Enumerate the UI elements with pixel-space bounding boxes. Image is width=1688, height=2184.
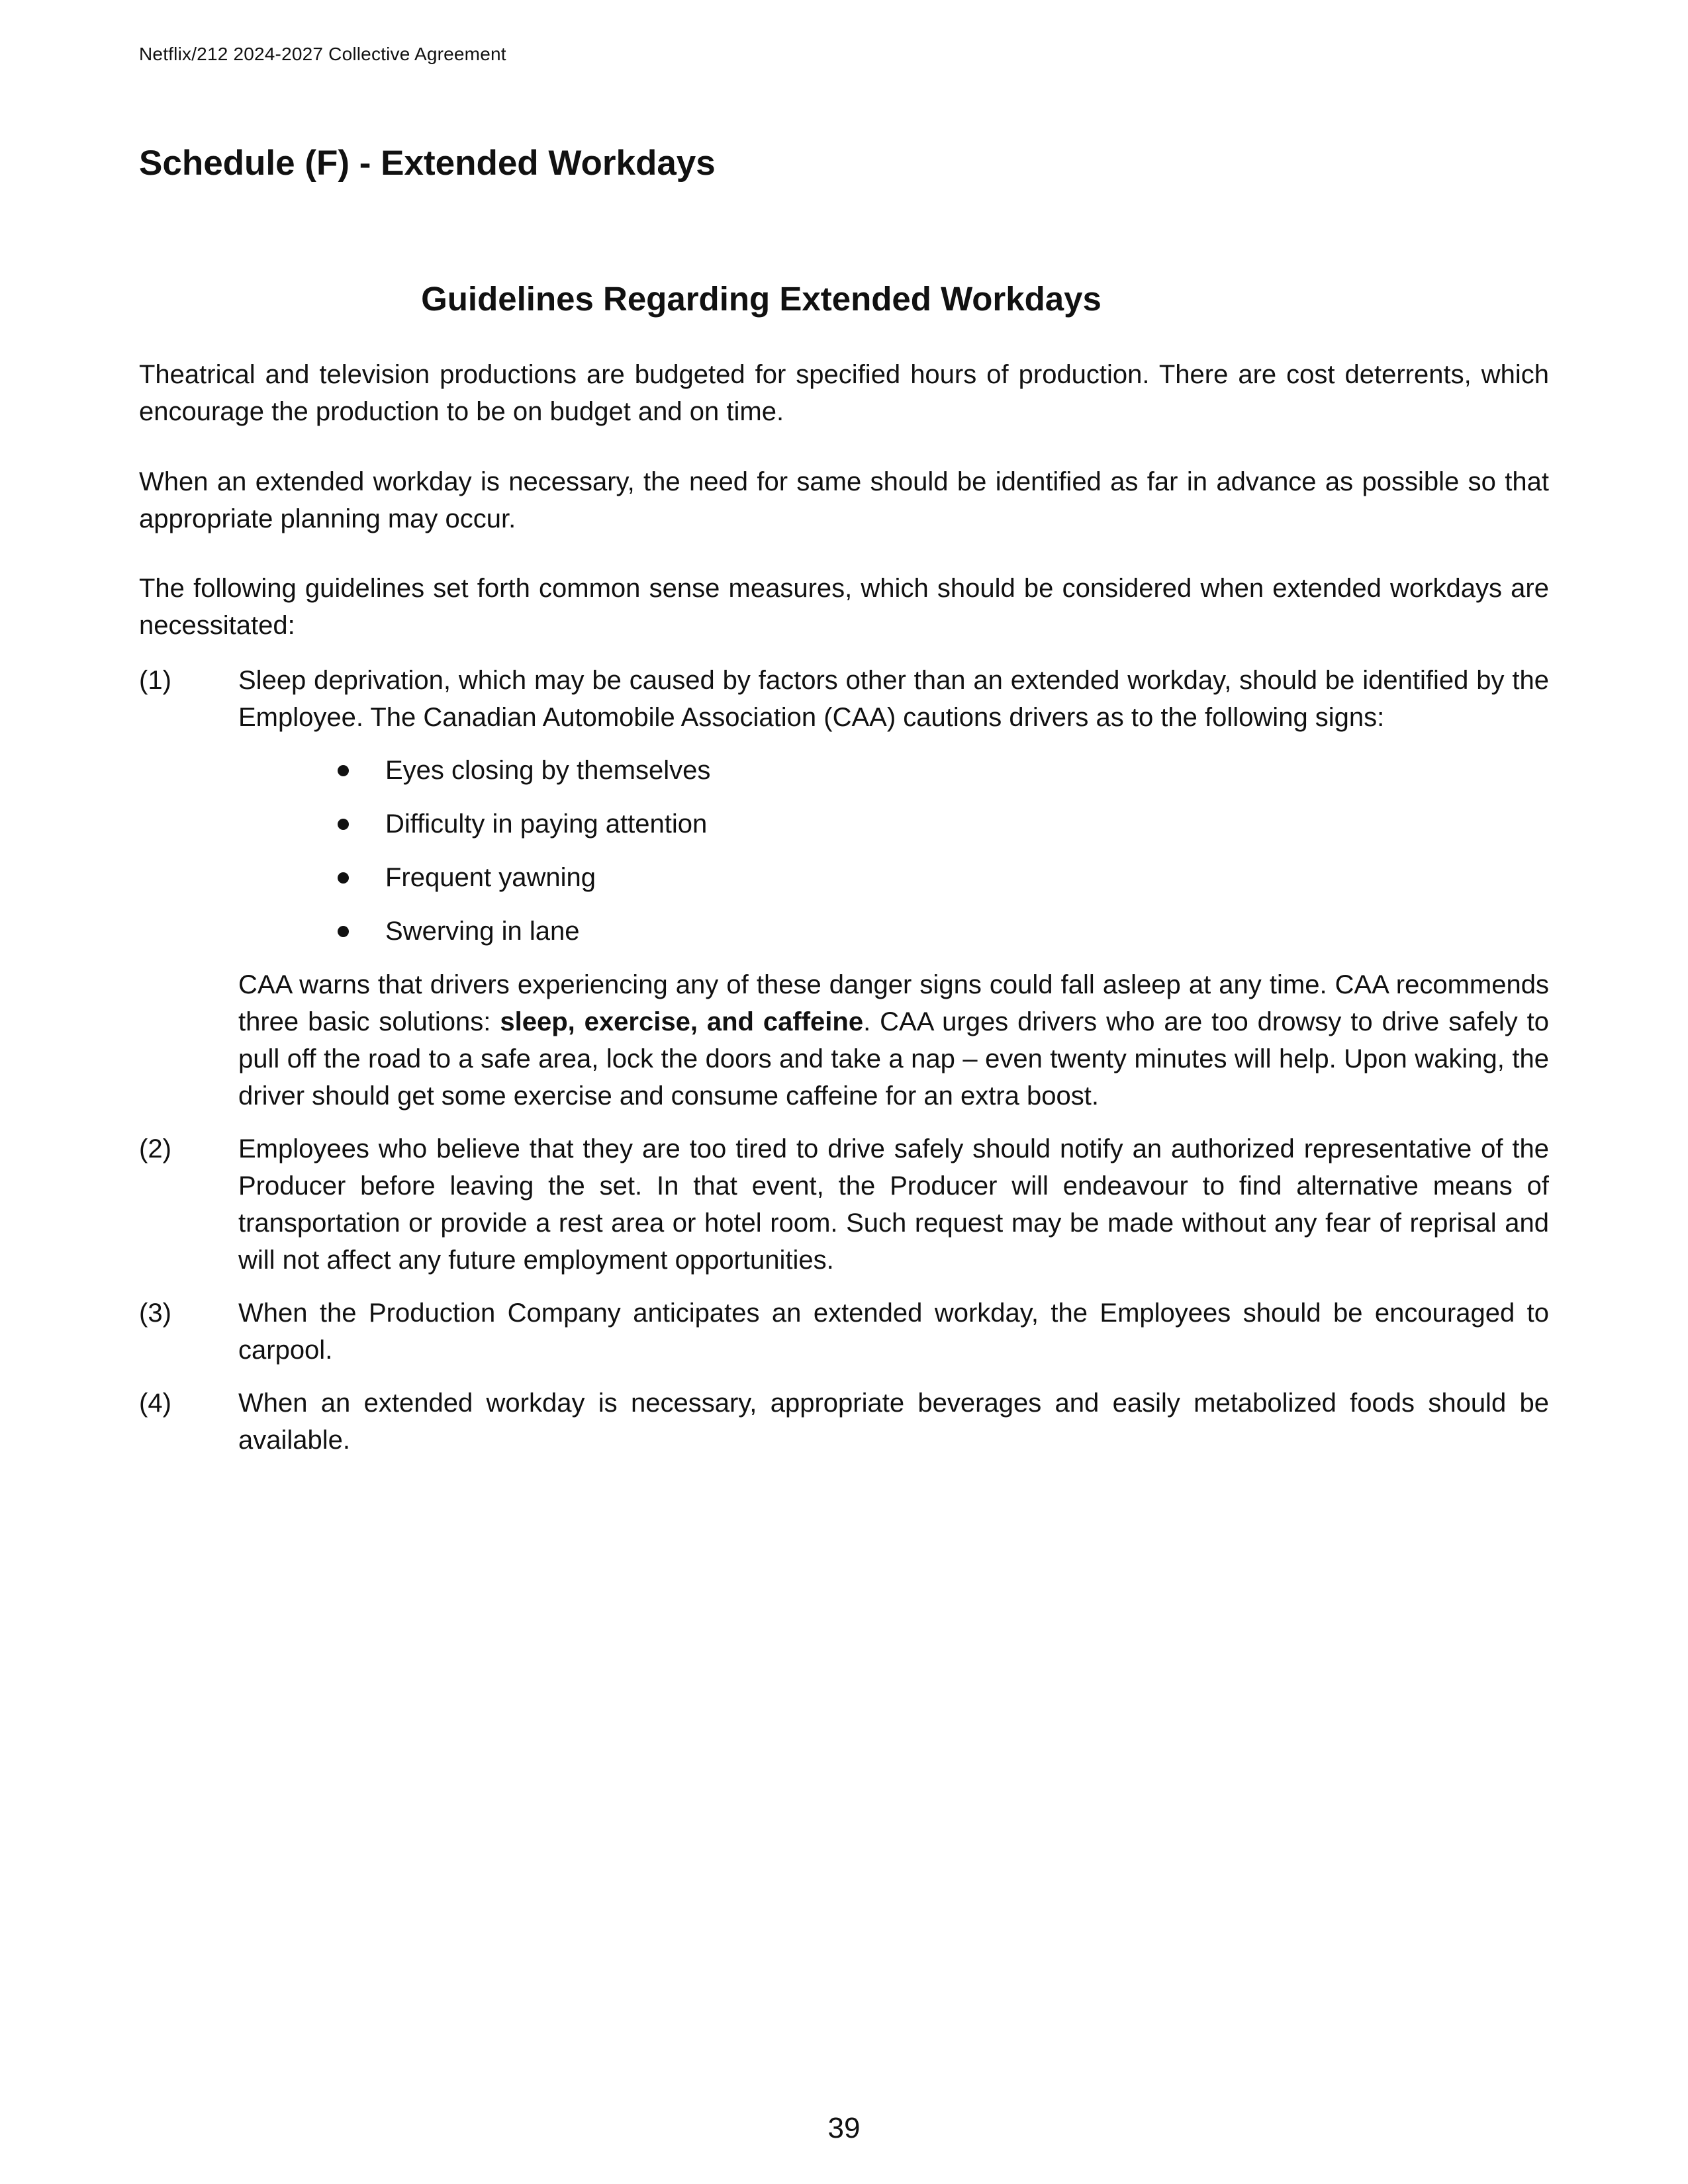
intro-paragraph-2: When an extended workday is necessary, the need for same should be identified as far in advance as possible so that appropriate planning may occur.: [139, 467, 1549, 533]
guideline-number: (1): [139, 666, 171, 695]
guideline-number: (2): [139, 1134, 171, 1163]
intro-paragraph-3: The following guidelines set forth common sense measures, which should be considered when extended workdays are necessitated:: [139, 574, 1549, 640]
list-item: [338, 805, 1549, 842]
list-item: [338, 913, 1549, 950]
guideline-text: Employees who believe that they are too tired to drive safely should notify an authorized representative of the Producer before leaving the set. In that event, the Producer will endeavour to find alternative means of transportation or provide a rest area or hotel room. Such request may be made without any fear of reprisal and will not affect any future employment opportunities.: [238, 1134, 1549, 1275]
warning-signs-list: [238, 752, 1549, 950]
section-heading: Guidelines Regarding Extended Workdays: [421, 280, 1102, 318]
list-item: [338, 859, 1549, 896]
bullet-text: Difficulty in paying attention: [385, 809, 708, 839]
followup-bold-text: sleep, exercise, and caffeine: [500, 1007, 864, 1036]
guideline-text: When an extended workday is necessary, appropriate beverages and easily metabolized foods should be available.: [238, 1388, 1549, 1455]
guideline-item-4: [139, 1385, 1549, 1459]
guideline-text: Sleep deprivation, which may be caused by factors other than an extended workday, should be identified by the Employee. The Canadian Automobile Association (CAA) cautions drivers as to the following signs:: [238, 666, 1549, 732]
schedule-title: Schedule (F) - Extended Workdays: [139, 144, 716, 183]
intro-paragraph-1: Theatrical and television productions are budgeted for specified hours of production. There are cost deterrents, which encourage the production to be on budget and on time.: [139, 360, 1549, 426]
page-number: 39: [827, 2112, 861, 2144]
bullet-icon: [338, 872, 349, 884]
running-header: Netflix/212 2024-2027 Collective Agreement: [139, 44, 506, 64]
guideline-item-2: [139, 1130, 1549, 1279]
bullet-text: Frequent yawning: [385, 863, 596, 892]
bullet-text: Eyes closing by themselves: [385, 756, 711, 785]
bullet-text: Swerving in lane: [385, 917, 580, 946]
caa-recommendation-paragraph: [238, 966, 1549, 1115]
bullet-icon: [338, 819, 349, 830]
bullet-icon: [338, 926, 349, 937]
bullet-icon: [338, 765, 349, 776]
guideline-number: (3): [139, 1298, 171, 1328]
guidelines-list: [139, 662, 1549, 1475]
followup-text-before: CAA warns that drivers experiencing any of these danger signs could fall asleep at any time. CAA recommends three basic solutions:: [238, 970, 1549, 1036]
list-item: [338, 752, 1549, 789]
followup-text-after: . CAA urges drivers who are too drowsy to drive safely to pull off the road to a safe area, lock the doors and take a nap – even twenty minutes will help. Upon waking, the driver should get some exercise and consume caffeine for an extra boost.: [238, 1007, 1550, 1111]
guideline-item-3: [139, 1295, 1549, 1369]
guideline-item-1: [139, 662, 1549, 1115]
guideline-text: When the Production Company anticipates an extended workday, the Employees should be encouraged to carpool.: [238, 1298, 1549, 1365]
guideline-number: (4): [139, 1388, 171, 1418]
